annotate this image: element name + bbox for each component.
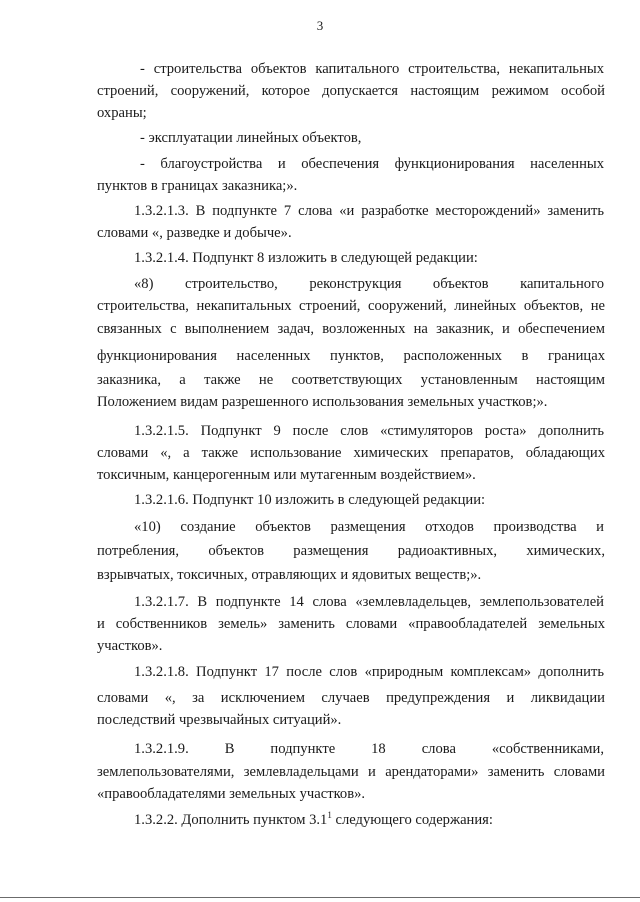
text-line-with-superscript: [134, 811, 604, 829]
text-line: словами «, за исключением случаев предупреждения и ликвидации: [97, 690, 605, 706]
text-line: и собственников земель» заменить словами «правообладателей земельных: [97, 616, 605, 632]
text-line: землепользователями, землевладельцами и арендаторами» заменить словами: [97, 764, 605, 780]
text-line: функционирования населенных пунктов, расположенных в границах: [97, 348, 605, 364]
text-line: участков».: [97, 638, 163, 654]
text-line: 1.3.2.1.6. Подпункт 10 изложить в следующей редакции:: [134, 492, 486, 508]
text-fragment: следующего содержания:: [331, 812, 493, 828]
text-line: строений, сооружений, которое допускается настоящим режимом особой: [97, 83, 605, 99]
text-line: словами «, разведке и добыче».: [97, 225, 292, 241]
text-line: 1.3.2.1.8. Подпункт 17 после слов «природным комплексам» дополнить: [134, 664, 604, 680]
text-line: - благоустройства и обеспечения функционирования населенных: [140, 156, 604, 172]
text-line: потребления, объектов размещения радиоактивных, химических,: [97, 543, 605, 559]
text-line: Положением видам разрешенного использования земельных участков;».: [97, 394, 548, 410]
text-line: 1.3.2.1.3. В подпункте 7 слова «и разработке месторождений» заменить: [134, 203, 604, 219]
text-line: связанных с выполнением задач, возложенных на заказник, и обеспечением: [97, 321, 605, 337]
text-line: охраны;: [97, 105, 147, 121]
text-line: взрывчатых, токсичных, отравляющих и ядовитых веществ;».: [97, 567, 482, 583]
text-line: «правообладателями земельных участков».: [97, 786, 366, 802]
text-fragment: 1.3.2.2. Дополнить пунктом 3.1: [134, 812, 328, 828]
text-line: последствий чрезвычайных ситуаций».: [97, 712, 342, 728]
text-line: заказника, а также не соответствующих установленным настоящим: [97, 372, 605, 388]
text-line: 1.3.2.1.7. В подпункте 14 слова «землевладельцев, землепользователей: [134, 594, 604, 610]
page-bottom-edge: [0, 897, 640, 898]
text-line: «10) создание объектов размещения отходов производства и: [134, 519, 604, 535]
page-number: 3: [316, 18, 324, 33]
text-line: 1.3.2.1.4. Подпункт 8 изложить в следующей редакции:: [134, 250, 478, 266]
text-line: «8) строительство, реконструкция объектов капитального: [134, 276, 604, 292]
text-line: - строительства объектов капитального строительства, некапитальных: [140, 61, 604, 77]
text-line: - эксплуатации линейных объектов,: [140, 130, 362, 146]
text-line: токсичным, канцерогенным или мутагенным воздействием».: [97, 467, 476, 483]
text-line: 1.3.2.1.9. В подпункте 18 слова «собственниками,: [134, 741, 604, 757]
text-line: словами «, а также использование химических препаратов, обладающих: [97, 445, 605, 461]
superscript: 1: [327, 810, 332, 820]
text-line: 1.3.2.1.5. Подпункт 9 после слов «стимуляторов роста» дополнить: [134, 423, 604, 439]
text-line: строительства, некапитальных строений, сооружений, линейных объектов, не: [97, 298, 605, 314]
text-line: пунктов в границах заказника;».: [97, 178, 298, 194]
